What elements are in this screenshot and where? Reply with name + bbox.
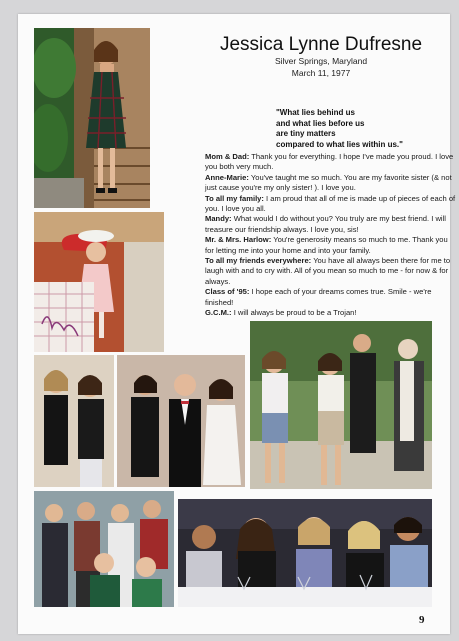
hometown: Silver Springs, Maryland xyxy=(274,56,368,66)
dedication-item xyxy=(205,256,457,287)
dedication-recipient: Mandy: xyxy=(205,214,232,224)
photo-dinner-table xyxy=(178,499,432,607)
photo-formal-group xyxy=(117,355,245,487)
photo-outdoor-friends xyxy=(250,321,432,489)
page-number: 9 xyxy=(419,614,425,626)
student-name: Jessica Lynne Dufresne xyxy=(219,34,423,55)
birthdate: March 11, 1977 xyxy=(291,68,351,78)
dedication-item xyxy=(205,287,457,308)
dedication-recipient: Mom & Dad: xyxy=(205,152,250,161)
dedication-item xyxy=(205,214,457,235)
senior-quote xyxy=(276,108,456,150)
dedication-text: What would I do without you? You truly are my best friend. I will treasure our friendship always. I love you, sis! xyxy=(205,214,446,234)
dedication-recipient: To all my family: xyxy=(205,193,264,203)
dedication-text: I will always be proud to be a Trojan! xyxy=(231,308,357,318)
dedication-text: Thank you for everything. I hope I've made you proud. I love you both very much. xyxy=(205,152,454,172)
quote-line: and what lies before us xyxy=(276,118,365,128)
dedication-text: You've taught me so much. You are my favorite sister (& not just cause you're my only sister! ). I love you. xyxy=(205,172,452,193)
dedication-item xyxy=(205,173,457,194)
photo-group-of-friends xyxy=(34,491,174,607)
photo-two-women xyxy=(34,355,114,487)
dedication-recipient: To all my friends everywhere: xyxy=(205,256,312,266)
dedication-item xyxy=(205,152,457,173)
photo-childhood xyxy=(34,212,164,352)
dedication-text: I am proud that all of me is made up of pieces of each of you. I love you all. xyxy=(205,193,456,214)
dedication-recipient: Class of '95: xyxy=(205,287,250,297)
quote-line: "What lies behind us xyxy=(276,108,355,117)
dedication-item xyxy=(205,308,457,318)
dedication-text: I hope each of your dreams comes true. Smile - we're finished! xyxy=(205,287,432,307)
dedication-text: You're generosity means so much to me. Thank you for letting me into your home and into your family. xyxy=(205,235,448,255)
dedication-recipient: G.C.M.: xyxy=(205,308,232,318)
dedication-recipient: Anne-Marie: xyxy=(205,172,249,182)
dedications xyxy=(205,152,457,319)
dedication-text: You have all always been there for me to laugh with and to cry with. All of you mean so much to me - for now & for always. xyxy=(205,256,451,286)
quote-line: compared to what lies within us." xyxy=(276,139,403,149)
dedication-item xyxy=(205,235,457,256)
dedication-item xyxy=(205,194,457,215)
dedication-recipient: Mr. & Mrs. Harlow: xyxy=(205,235,272,245)
quote-line: are tiny matters xyxy=(276,129,336,138)
photo-senior-portrait xyxy=(34,28,150,208)
yearbook-page xyxy=(18,14,456,634)
